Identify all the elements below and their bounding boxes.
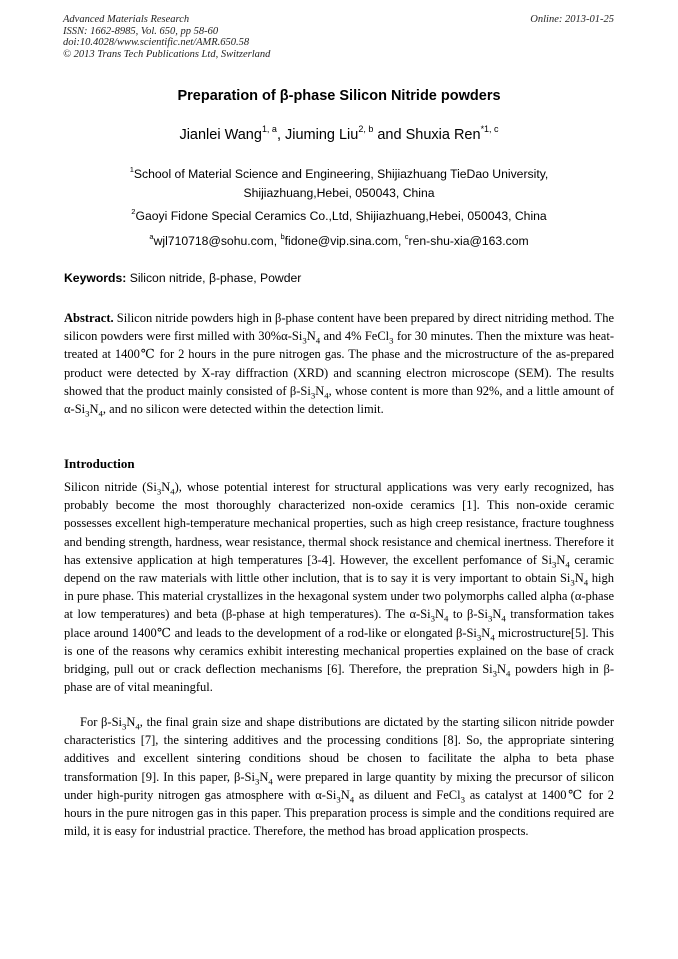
author-sep: and <box>373 127 406 143</box>
introduction-paragraph-2: For $\beta-Si_3N_4$, the final grain size and shape distributions are dictated by the starting silicon nitride powder characteristics [7], the sintering additives and the processing conditions [8]. So, the appropriate sintering additives and excellent sintering conditions shoud be chosen to facilitate the alpha to beta phase transformation [9]. In this paper, $\beta-Si_3N_4$ were prepared in large quantity by mixing the precursor of silicon under high-purity nitrogen gas atmosphere with $\alpha-Si_3N_4$ as diluent and FeCl$_3$ as catalyst at 1400℃ for 2 hours in the pure nitrogen gas in this paper. This preparation process is simple and the conditions required are mild, it is easy for industrial practice. Therefore, the method has broad application prospects. <box>64 715 614 839</box>
journal-name: Advanced Materials Research <box>63 14 190 25</box>
affiliation-mark: 2 <box>131 207 136 217</box>
affiliation-1 <box>0 165 678 203</box>
email-link[interactable]: ren-shu-xia@163.com <box>408 234 529 248</box>
author-sep: , <box>276 127 285 143</box>
author-name: Shuxia Ren <box>405 127 481 143</box>
abstract-text: Silicon nitride powders high in β-phase content have been prepared by direct nitriding method. The silicon powders were first milled with $30\%\alpha-Si_3N_4$ and 4% FeCl$_3$ for 30 minutes. Then the mixture was heat-treated at 1400℃ for 2 hours in the pure nitrogen gas. The phase and the microstructure of the as-prepared product were detected by X-ray diffraction (XRD) and scanning electron microscope (SEM). The results showed that the product mainly consisted of $\beta-Si_3N_4$, whose content is more than 92%, and a little amount of $\alpha-Si_3N_4$, and no silicon were detected within the detection limit. <box>64 311 614 419</box>
paper-title: Preparation of β-phase Silicon Nitride powders <box>177 88 501 104</box>
journal-header <box>63 14 270 60</box>
section-heading-introduction: Introduction <box>64 456 135 471</box>
affiliation-mark: 1 <box>129 165 134 175</box>
email-mark: b <box>280 232 285 242</box>
author-sup: 2, b <box>358 124 374 135</box>
abstract <box>64 309 614 418</box>
author-sup: 1, a <box>261 124 277 135</box>
issn: ISSN: 1662-8985, Vol. 650, pp 58-60 <box>63 25 219 37</box>
affiliation-text: Gaoyi Fidone Special Ceramics Co.,Ltd, Shijiazhuang,Hebei, 050043, China <box>135 209 547 223</box>
author-name: Jiuming Liu <box>285 127 359 143</box>
abstract-label: Abstract. <box>64 311 114 325</box>
affiliation-2 <box>0 207 678 226</box>
author-list <box>0 124 678 143</box>
affiliation-text: School of Material Science and Engineering, Shijiazhuang TieDao University, <box>133 167 549 181</box>
keywords <box>64 271 616 285</box>
keywords-label: Keywords: <box>64 271 127 285</box>
email-mark: a <box>149 232 154 242</box>
copyright: © 2013 Trans Tech Publications Ltd, Switzerland <box>63 48 271 60</box>
introduction-paragraph-1: Silicon nitride $(Si_3N_4)$, whose potential interest for structural applications was very early recognized, has probably become the most thoroughly characterized non-oxide ceramics [1]. This non-oxide ceramic possesses excellent high-temperature mechanical properties, such as high creep resistance, fracture toughness and bending strength, hardness, wear resistance, thermal shock resistance and chemical inertness. Therefore it has extensive application at high temperatures [3-4]. However, the excellent perfomance of $Si_3N_4$ ceramic depend on the raw materials with little other inclution, that is to say it is very important to obtain $Si_3N_4$ high in pure phase. This material crystallizes in the hexagonal system under two polymorphs called alpha (α-phase at low temperatures) and beta (β-phase at high temperatures). The $\alpha-Si_3N_4$ to $\beta-Si_3N_4$ transformation takes place around 1400℃ and leads to the development of a rod-like or elongated $\beta-Si_3N_4$ microstructure[5]. This is one of the reasons why ceramics exhibit interesting mechanical properties explained on the base of crack bridging, pull out or crack deflection mechanisms [6]. Therefore, the prepration $Si_3N_4$ powders high in β-phase are of vital meaningful. <box>64 480 615 695</box>
affiliation-text-line2: Shijiazhuang,Hebei, 050043, China <box>243 186 435 200</box>
keywords-text: Silicon nitride, β-phase, Powder <box>126 271 302 285</box>
author-sup: *1, c <box>480 124 499 135</box>
online-date <box>530 14 614 26</box>
online-date-text: Online: 2013-01-25 <box>530 14 614 25</box>
doi: doi:10.4028/www.scientific.net/AMR.650.58 <box>63 37 250 48</box>
author-name: Jianlei Wang <box>179 127 262 143</box>
email-link[interactable]: fidone@vip.sina.com <box>284 234 398 248</box>
email-link[interactable]: wjl710718@sohu.com <box>153 234 274 248</box>
email-mark: c <box>404 232 409 242</box>
email-list: $^a$wjl710718@sohu.com, $^b$fidone@vip.sina.com, $^c$ren-shu-xia@163.com <box>149 232 529 248</box>
